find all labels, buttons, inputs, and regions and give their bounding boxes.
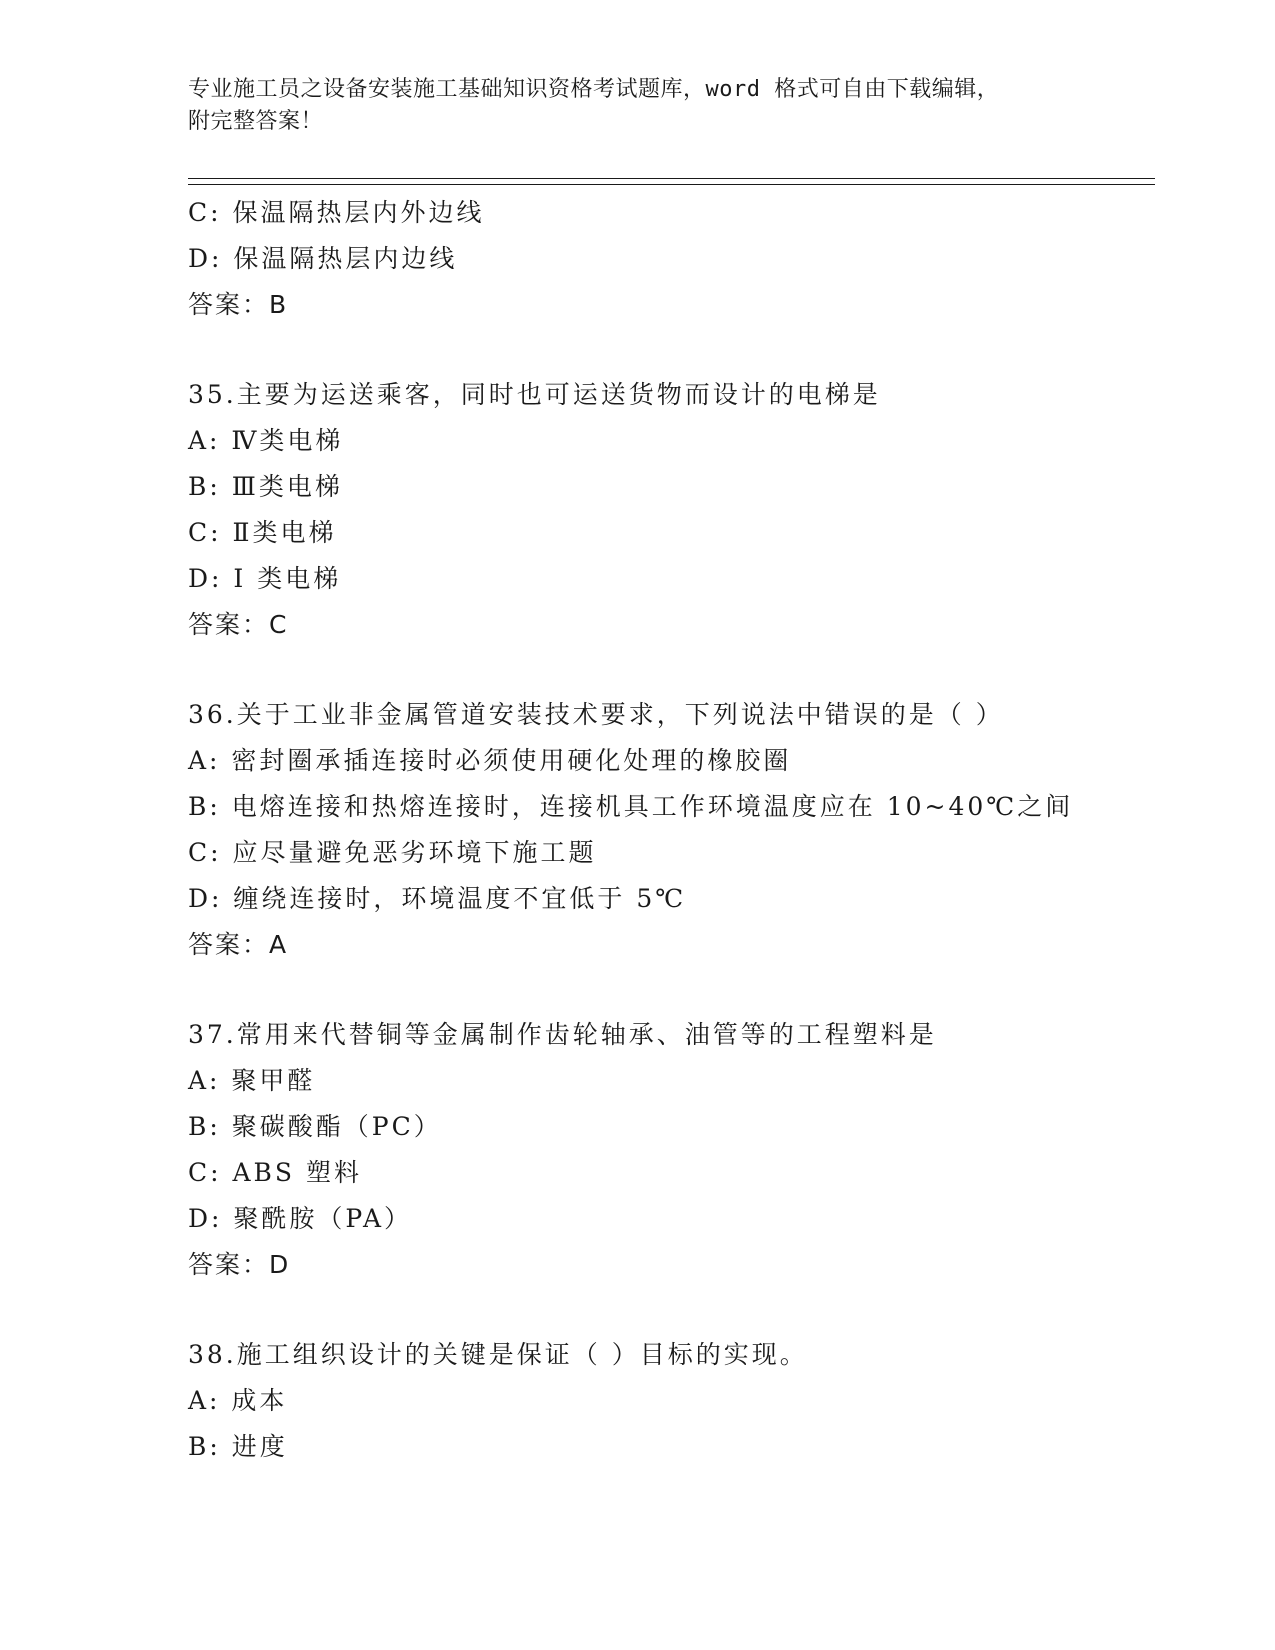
question-stem: 38.施工组织设计的关键是保证（ ）目标的实现。 — [188, 1340, 808, 1369]
page-header — [188, 74, 1068, 138]
answer-line: 答案：D — [188, 1250, 291, 1279]
answer-line: 答案：A — [188, 930, 289, 959]
answer-line: 答案：B — [188, 290, 289, 319]
question-block — [188, 372, 1168, 648]
question-stem: 37.常用来代替铜等金属制作齿轮轴承、油管等的工程塑料是 — [188, 1020, 937, 1049]
answer-line: 答案：C — [188, 610, 289, 639]
question-block — [188, 692, 1168, 968]
option-b: B: Ⅲ类电梯 — [188, 472, 343, 501]
header-line: 附完整答案！ — [188, 109, 324, 134]
option-c: C: ABS 塑料 — [188, 1158, 362, 1187]
option-b: B: 电熔连接和热熔连接时，连接机具工作环境温度应在 10~40℃之间 — [188, 792, 1074, 821]
question-stem: 36.关于工业非金属管道安装技术要求，下列说法中错误的是（ ） — [188, 700, 1004, 729]
option-c: C: Ⅱ类电梯 — [188, 518, 337, 547]
question-block — [188, 1332, 1168, 1470]
option-d: D: 保温隔热层内边线 — [188, 244, 458, 273]
option-c: C: 应尽量避免恶劣环境下施工题 — [188, 838, 597, 867]
option-a: A: 密封圈承插连接时必须使用硬化处理的橡胶圈 — [188, 746, 792, 775]
question-list — [188, 190, 1168, 1470]
question-stem: 35.主要为运送乘客，同时也可运送货物而设计的电梯是 — [188, 380, 881, 409]
option-c: C: 保温隔热层内外边线 — [188, 198, 485, 227]
spacer — [188, 328, 1168, 372]
spacer — [188, 1288, 1168, 1332]
header-divider — [188, 178, 1155, 179]
option-d: D: 缠绕连接时，环境温度不宜低于 5℃ — [188, 884, 687, 913]
spacer — [188, 968, 1168, 1012]
option-a: A: Ⅳ类电梯 — [188, 426, 344, 455]
option-a: A: 聚甲醛 — [188, 1066, 316, 1095]
option-b: B: 进度 — [188, 1432, 288, 1461]
header-line: 专业施工员之设备安装施工基础知识资格考试题库，word 格式可自由下载编辑， — [188, 77, 1000, 102]
option-d: D: I 类电梯 — [188, 564, 342, 593]
option-b: B: 聚碳酸酯（PC） — [188, 1112, 442, 1141]
option-d: D: 聚酰胺（PA） — [188, 1204, 412, 1233]
header-divider — [188, 184, 1155, 185]
option-a: A: 成本 — [188, 1386, 288, 1415]
question-block — [188, 1012, 1168, 1288]
spacer — [188, 648, 1168, 692]
question-block — [188, 190, 1168, 328]
